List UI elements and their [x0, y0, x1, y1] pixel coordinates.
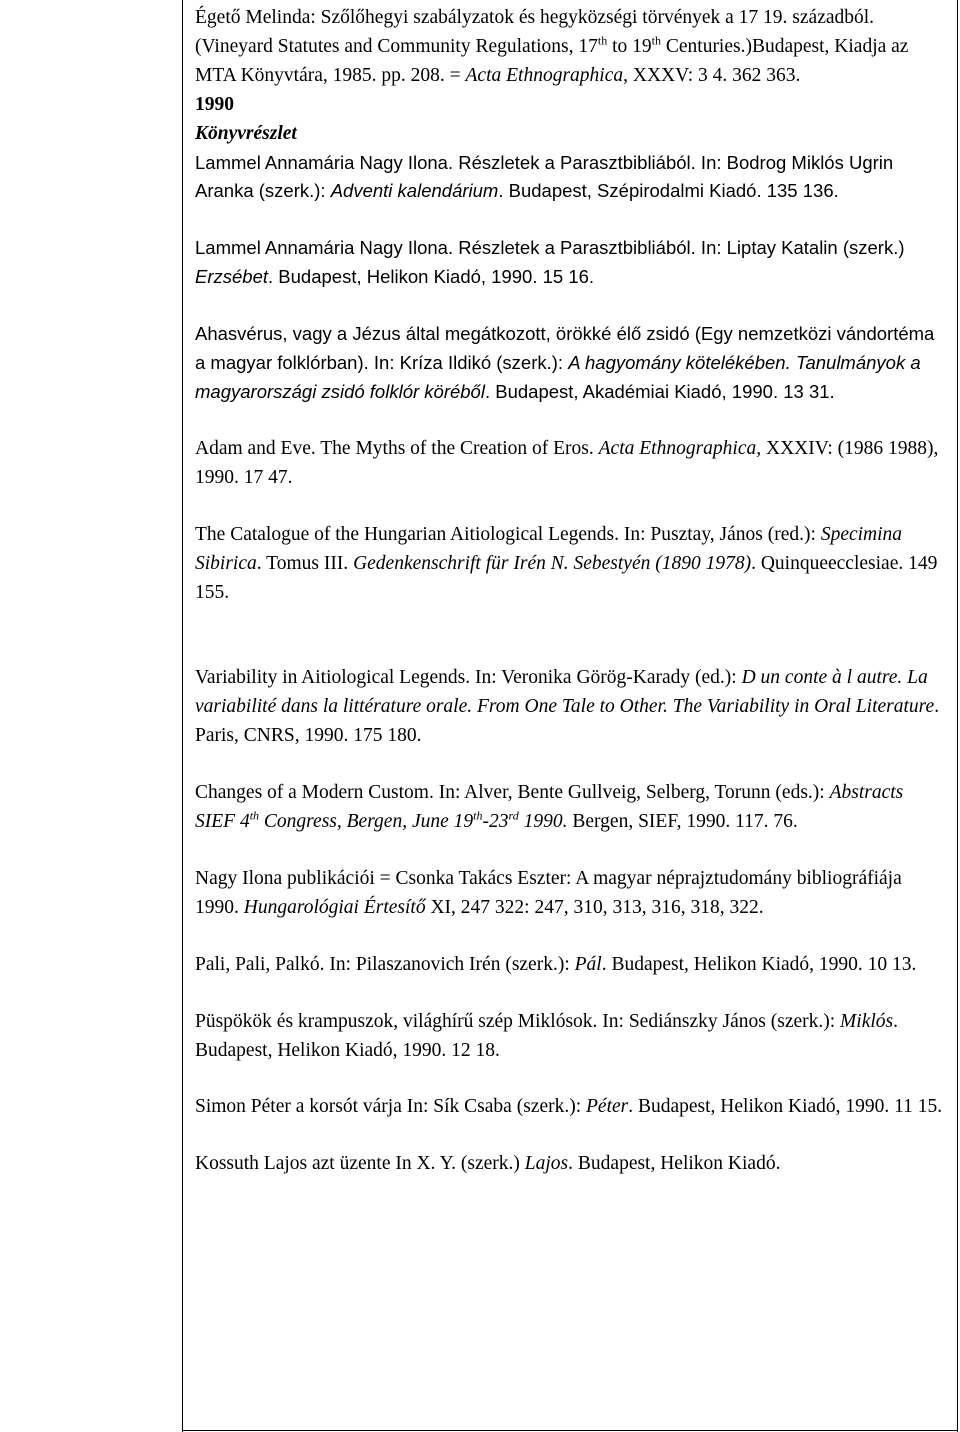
entry-spacer — [195, 923, 947, 951]
italic-title: 1990. — [518, 811, 568, 833]
entry-text: . Budapest, Helikon Kiadó, 1990. 15 16. — [268, 266, 595, 288]
section-heading: 1990 — [195, 93, 234, 115]
entry-spacer — [195, 206, 947, 234]
entry-spacer — [195, 751, 947, 779]
entry-text: , XXXV: 3 4. 362 363. — [623, 64, 801, 86]
entry-text: Centuries.)Budapest, Kiadja az MTA Könyvtára, 1985. pp. 208. = — [195, 35, 909, 86]
entry-text: Kossuth Lajos azt üzente In X. Y. (szerk.) — [195, 1153, 525, 1175]
entry-spacer — [195, 292, 947, 320]
entry-spacer — [195, 1122, 947, 1150]
entry-text: Püspökök és krampuszok, világhírű szép Miklósok. In: Sediánszky János (szerk.): — [195, 1010, 841, 1032]
italic-title: D un conte à l autre. La variabilité dans la littérature orale. From One Tale to Other. The Variability in Oral Literature — [195, 667, 935, 718]
entry-text: th — [597, 33, 608, 48]
bibliography-entry — [195, 149, 947, 207]
italic-title: Miklós — [840, 1010, 894, 1032]
entry-text: . Budapest, Helikon Kiadó. — [568, 1153, 781, 1175]
bibliography-entry — [195, 1008, 947, 1066]
italic-title: th — [473, 808, 483, 823]
italic-title: Péter — [586, 1096, 629, 1118]
italic-title: Erzsébet — [195, 266, 269, 288]
italic-title: Lajos — [524, 1153, 569, 1175]
entry-text: Lammel Annamária Nagy Ilona. Részletek a Parasztbibliából. In: Bodrog Miklós Ugrin Aranka (szerk.): — [195, 151, 894, 202]
entry-spacer — [195, 493, 947, 521]
bibliography-cell — [195, 4, 947, 1179]
italic-title: Hungarológiai Értesítő — [243, 896, 426, 918]
table-right-border — [957, 0, 958, 1432]
italic-title: Adventi kalendárium — [330, 180, 499, 202]
entry-spacer — [195, 607, 947, 664]
section-heading: Könyvrészlet — [195, 122, 297, 144]
entry-text: Variability in Aitiological Legends. In: Veronika Görög-Karady (ed.): — [195, 667, 742, 689]
entry-text: Changes of a Modern Custom. In: Alver, Bente Gullveig, Selberg, Torunn (eds.): — [195, 782, 830, 804]
entry-text: XI, 247 322: 247, 310, 313, 316, 318, 322. — [425, 896, 764, 918]
entry-text: th — [651, 33, 661, 48]
table-bottom-border — [182, 1430, 958, 1431]
entry-text: . Budapest, Helikon Kiadó, 1990. 10 13. — [601, 953, 917, 975]
entry-text: Égető Melinda: Szőlőhegyi szabályzatok és hegyközségi törvények a 17 19. századból. (Vineyard Statutes and Community Regulations, 17 — [195, 7, 875, 57]
bibliography-entry — [195, 320, 947, 407]
italic-title: A hagyomány kötelékében. Tanulmányok a magyarországi zsidó folklór köréből — [195, 352, 921, 402]
entry-text: . Budapest, Helikon Kiadó, 1990. 12 18. — [195, 1010, 898, 1061]
entry-text: . Quinqueecclesiae. 149 155. — [195, 552, 938, 603]
entry-spacer — [195, 1065, 947, 1093]
bibliography-entry — [195, 234, 947, 292]
entry-text: . Budapest, Akadémiai Kiadó, 1990. 13 31. — [484, 380, 835, 402]
bibliography-entry — [195, 521, 947, 608]
italic-title: rd — [508, 808, 519, 823]
entry-text: to 19 — [607, 35, 652, 57]
entry-text: . Tomus III. — [256, 552, 354, 574]
entry-text: Bergen, SIEF, 1990. 117. 76. — [567, 811, 798, 833]
bibliography-entry — [195, 779, 947, 837]
entry-text: Ahasvérus, vagy a Jézus által megátkozott, örökké élő zsidó (Egy nemzetközi vándortéma a magyar folklórban). In: Kríza Ildikó (szerk.): — [195, 323, 935, 374]
italic-title: Abstracts SIEF 4 — [195, 782, 904, 833]
bibliography-entry — [195, 1150, 947, 1179]
bibliography-entry — [195, 4, 947, 91]
italic-title: Acta Ethnographica — [465, 64, 624, 86]
bibliography-entry — [195, 664, 947, 751]
entry-spacer — [195, 407, 947, 435]
bibliography-entry — [195, 951, 947, 980]
entry-spacer — [195, 837, 947, 865]
entry-text: Nagy Ilona publikációi = Csonka Takács Eszter: A magyar néprajztudomány bibliográfiája 1990. — [195, 867, 902, 918]
entry-text: Simon Péter a korsót várja In: Sík Csaba (szerk.): — [195, 1096, 586, 1118]
italic-title: Acta Ethnographica, — [598, 437, 762, 459]
italic-title: Pál — [574, 953, 602, 975]
bibliography-entry — [195, 865, 947, 923]
entry-text: The Catalogue of the Hungarian Aitiological Legends. In: Pusztay, János (red.): — [195, 523, 821, 545]
entry-text: . Budapest, Szépirodalmi Kiadó. 135 136. — [498, 180, 839, 202]
italic-title: Specimina Sibirica — [195, 523, 903, 574]
italic-title: Gedenkenschrift für Irén N. Sebestyén (1890 1978) — [353, 552, 752, 574]
italic-title: Congress, Bergen, June 19 — [259, 811, 474, 833]
entry-text: Pali, Pali, Palkó. In: Pilaszanovich Irén (szerk.): — [195, 953, 575, 975]
italic-title: -23 — [482, 811, 509, 833]
entry-spacer — [195, 980, 947, 1008]
entry-text: . Paris, CNRS, 1990. 175 180. — [195, 696, 940, 747]
entry-text: . Budapest, Helikon Kiadó, 1990. 11 15. — [628, 1096, 943, 1118]
entry-text: Lammel Annamária Nagy Ilona. Részletek a Parasztbibliából. In: Liptay Katalin (szerk.) — [195, 237, 905, 259]
entry-text: XXXIV: (1986 1988), 1990. 17 47. — [195, 437, 939, 488]
bibliography-entry — [195, 1093, 947, 1122]
table-left-border — [182, 0, 183, 1432]
bibliography-entry — [195, 435, 947, 493]
italic-title: th — [249, 808, 260, 823]
entry-text: Adam and Eve. The Myths of the Creation of Eros. — [195, 437, 599, 459]
